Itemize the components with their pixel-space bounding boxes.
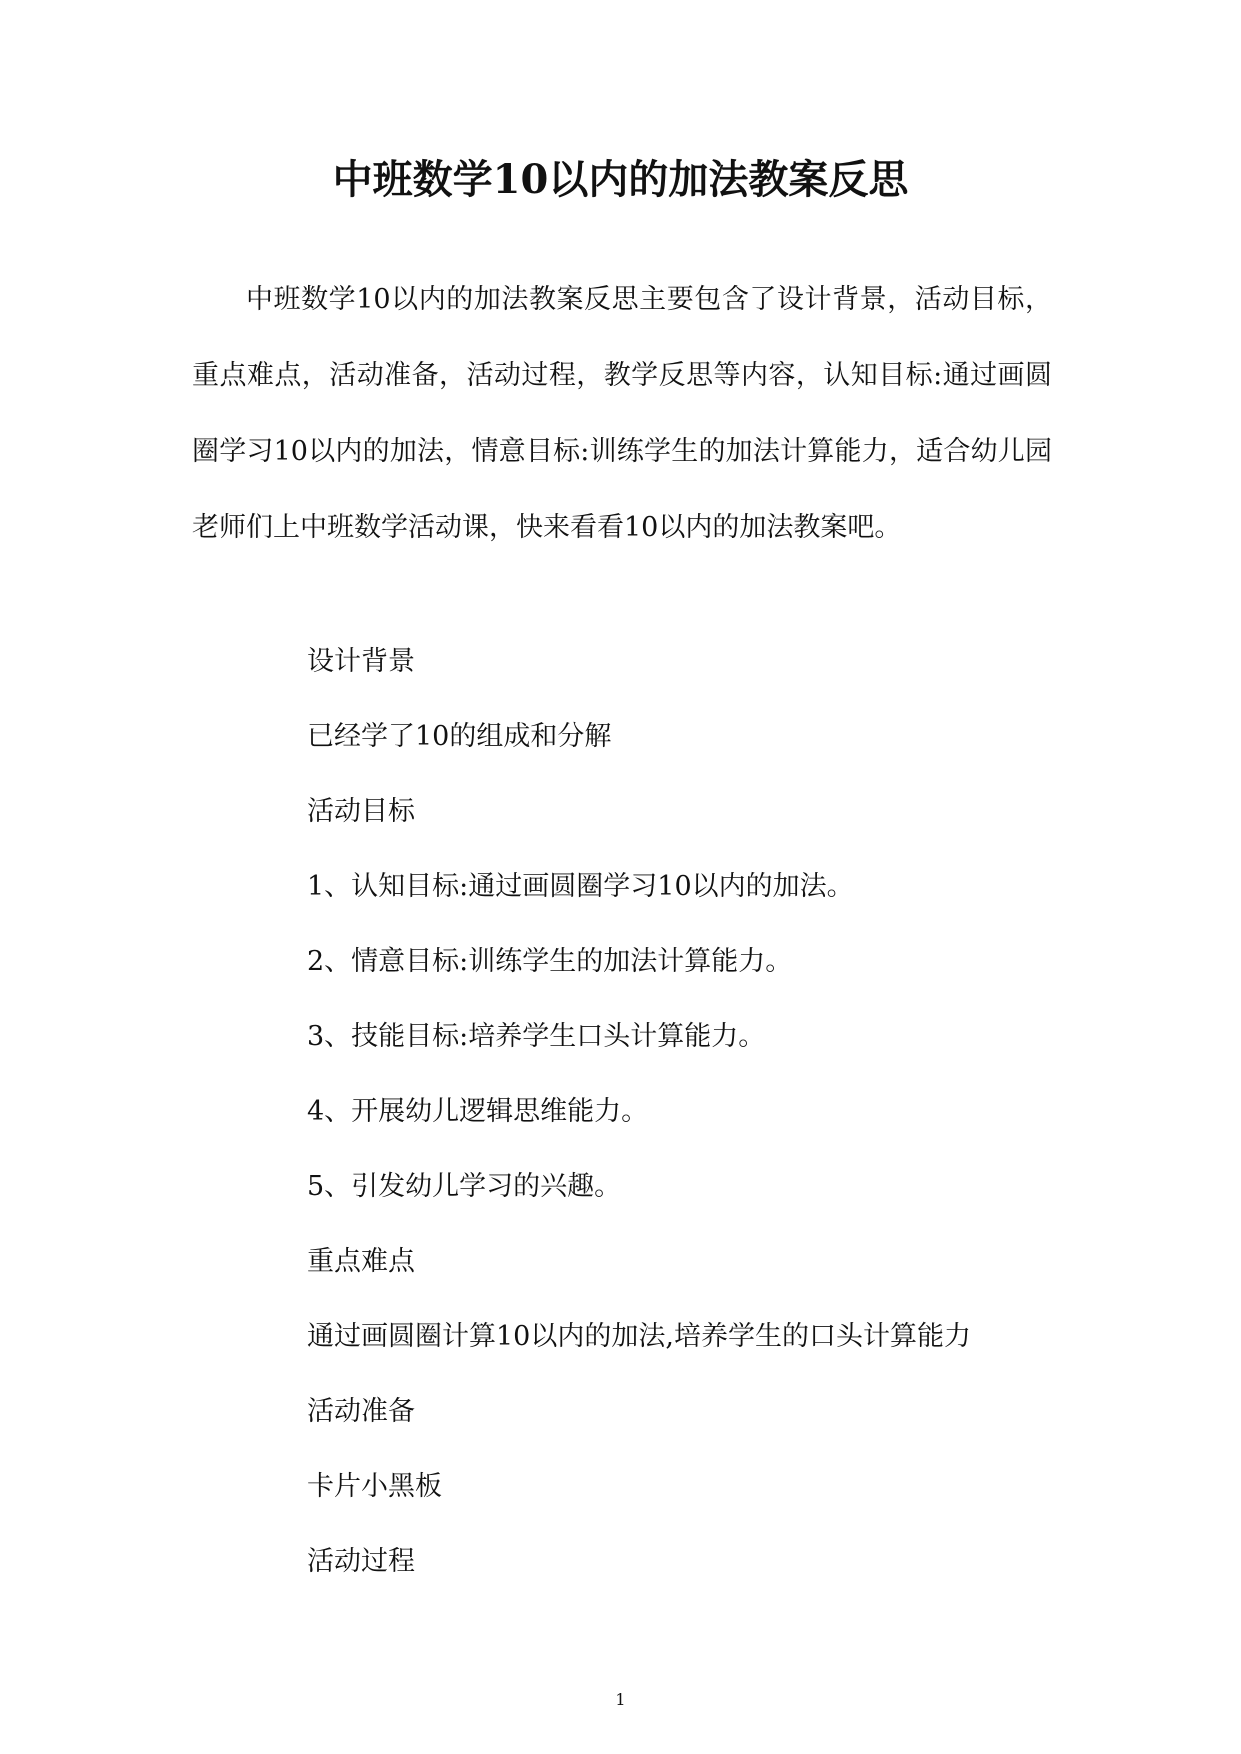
heading-activity-preparation: 活动准备 <box>307 1396 415 1427</box>
goal-item-5: 5、引发幼儿学习的兴趣。 <box>307 1171 622 1202</box>
page-number: 1 <box>615 1690 626 1709</box>
goal-item-4: 4、开展幼儿逻辑思维能力。 <box>307 1096 649 1127</box>
heading-design-background: 设计背景 <box>307 646 415 677</box>
heading-activity-goals: 活动目标 <box>307 796 415 827</box>
key-difficulties-text: 通过画圆圈计算10以内的加法,培养学生的口头计算能力 <box>307 1321 971 1352</box>
goal-item-2: 2、情意目标:训练学生的加法计算能力。 <box>307 946 793 977</box>
goal-item-3: 3、技能目标:培养学生口头计算能力。 <box>307 1021 766 1052</box>
heading-activity-process: 活动过程 <box>307 1546 415 1577</box>
goal-item-1: 1、认知目标:通过画圆圈学习10以内的加法。 <box>307 871 854 902</box>
intro-paragraph: 中班数学10以内的加法教案反思主要包含了设计背景，活动目标，重点难点，活动准备，活动过程，教学反思等内容，认知目标:通过画圆圈学习10以内的加法，情意目标:训练学生的加法计算能力，适合幼儿园老师们上中班数学活动课，快来看看10以内的加法教案吧。 <box>192 284 1052 543</box>
activity-preparation-text: 卡片小黑板 <box>307 1471 442 1502</box>
heading-key-difficulties: 重点难点 <box>307 1246 415 1277</box>
design-background-text: 已经学了10的组成和分解 <box>307 721 612 752</box>
document-title: 中班数学10以内的加法教案反思 <box>332 156 909 203</box>
